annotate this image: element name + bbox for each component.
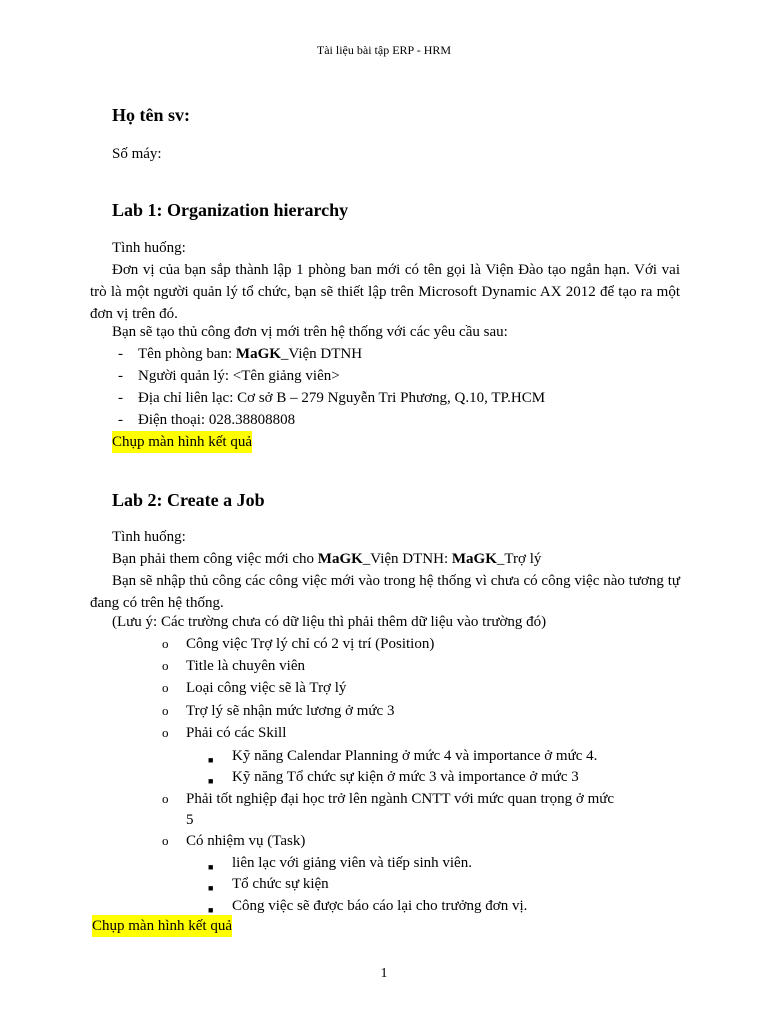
item-text-continued: 5: [186, 812, 194, 828]
dash-bullet-icon: -: [118, 412, 123, 428]
dept-name: _Viện DTNH:: [362, 551, 452, 567]
item-text: Title là chuyên viên: [186, 658, 306, 674]
square-bullet-icon: ■: [208, 862, 214, 872]
address-requirement: Địa chỉ liên lạc: Cơ sở B – 279 Nguyễn Tri Phương, Q.10, TP.HCM: [138, 390, 546, 406]
circle-bullet-icon: o: [162, 636, 169, 651]
item-text: Trợ lý sẽ nhận mức lương ở mức 3: [186, 703, 395, 719]
circle-bullet-icon: o: [162, 658, 169, 673]
item-text: Phải có các Skill: [186, 725, 287, 741]
job-name: _Trợ lý: [496, 551, 542, 567]
item-text: Công việc Trợ lý chỉ có 2 vị trí (Position): [186, 636, 435, 652]
dash-bullet-icon: -: [118, 390, 123, 406]
lab2-title: Lab 2: Create a Job: [112, 490, 265, 510]
square-bullet-icon: ■: [208, 776, 214, 786]
machine-number-label: Số máy:: [112, 146, 162, 162]
dash-bullet-icon: -: [118, 346, 123, 362]
item-text: Tổ chức sự kiện: [232, 876, 329, 892]
item-text: Công việc sẽ được báo cáo lại cho trưởng đơn vị.: [232, 898, 528, 914]
dept-code: MaGK: [317, 551, 363, 567]
document-header: Tài liệu bài tập ERP - HRM: [316, 43, 452, 57]
lab2-intro-line: [112, 548, 541, 570]
item-text: Loại công việc sẽ là Trợ lý: [186, 680, 347, 696]
dept-code: MaGK: [235, 346, 281, 362]
manager-requirement: Người quản lý: <Tên giảng viên>: [138, 368, 340, 384]
dash-bullet-icon: -: [118, 368, 123, 384]
lab2-paragraph-2: Bạn sẽ nhập thủ công các công việc mới vào trong hệ thống vì chưa có công việc nào tương tự đang có trên hệ thống.: [90, 573, 680, 611]
lab2-note: (Lưu ý: Các trường chưa có dữ liệu thì phải thêm dữ liệu vào trường đó): [112, 614, 547, 630]
lab2-capture-note: Chụp màn hình kết quả: [92, 915, 232, 937]
item-text: liên lạc với giảng viên và tiếp sinh viên.: [232, 855, 472, 871]
item-text: Kỹ năng Calendar Planning ở mức 4 và importance ở mức 4.: [232, 748, 598, 764]
circle-bullet-icon: o: [162, 833, 169, 848]
page-number: 1: [380, 966, 388, 981]
circle-bullet-icon: o: [162, 703, 169, 718]
job-code: MaGK: [451, 551, 497, 567]
circle-bullet-icon: o: [162, 725, 169, 740]
phone-requirement: Điện thoại: 028.38808808: [138, 412, 296, 428]
lab1-paragraph-1: Đơn vị của bạn sắp thành lập 1 phòng ban mới có tên gọi là Viện Đào tạo ngắn hạn. Với vai trò là một người quản lý tổ chức, bạn sẽ thiết lập trên Microsoft Dynamic AX 2012 để tạo ra một đơn vị trên đó.: [90, 262, 680, 322]
square-bullet-icon: ■: [208, 883, 214, 893]
item-text: Có nhiệm vụ (Task): [186, 833, 306, 849]
lab2-situation-label: Tình huống:: [112, 529, 186, 545]
lab1-capture-note: Chụp màn hình kết quả: [112, 431, 252, 453]
dept-label: Tên phòng ban:: [138, 346, 236, 362]
item-text: Kỹ năng Tổ chức sự kiện ở mức 3 và importance ở mức 3: [232, 769, 579, 785]
item-text: Phải tốt nghiệp đại học trở lên ngành CNTT với mức quan trọng ở mức: [186, 791, 615, 807]
circle-bullet-icon: o: [162, 791, 169, 806]
lab1-paragraph-2: Bạn sẽ tạo thủ công đơn vị mới trên hệ thống với các yêu cầu sau:: [112, 324, 508, 340]
lab1-title: Lab 1: Organization hierarchy: [112, 200, 349, 220]
circle-bullet-icon: o: [162, 680, 169, 695]
square-bullet-icon: ■: [208, 905, 214, 915]
dept-name: _Viện DTNH: [280, 346, 363, 362]
intro-text: Bạn phải them công việc mới cho: [112, 551, 318, 567]
square-bullet-icon: ■: [208, 755, 214, 765]
lab1-situation-label: Tình huống:: [112, 240, 186, 256]
student-name-label: Họ tên sv:: [112, 105, 190, 125]
